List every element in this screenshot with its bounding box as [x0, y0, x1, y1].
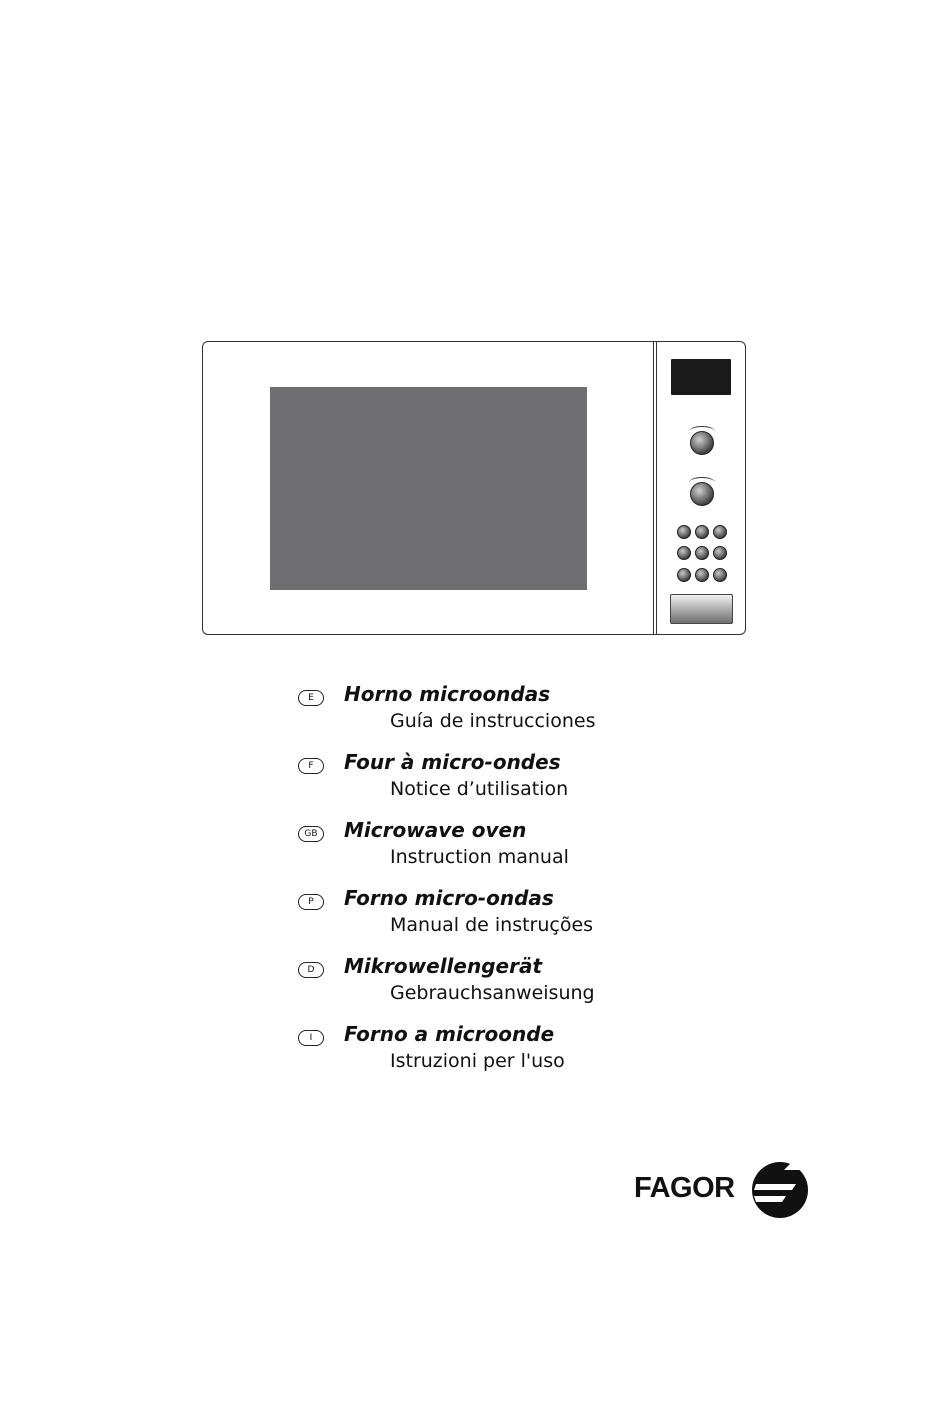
- oven-keypad-button: [677, 568, 691, 582]
- language-entry-i: [298, 1020, 698, 1088]
- language-code-badge: I: [298, 1030, 324, 1046]
- control-panel-divider: [653, 342, 657, 634]
- language-entry-f: [298, 748, 698, 816]
- language-entry-d: [298, 952, 698, 1020]
- oven-keypad-button: [695, 525, 709, 539]
- language-code-badge: E: [298, 690, 324, 706]
- language-subtitle: Gebrauchsanweisung: [390, 982, 595, 1004]
- language-entry-e: [298, 680, 698, 748]
- fagor-f-logo-icon: [750, 1160, 810, 1220]
- microwave-oven-illustration: [202, 341, 746, 635]
- language-title: Four à micro-ondes: [344, 750, 561, 774]
- brand-logo: [634, 1160, 814, 1220]
- oven-keypad-button: [695, 568, 709, 582]
- oven-start-button: [670, 594, 733, 624]
- bottom-dial-knob: [690, 482, 714, 506]
- oven-display: [671, 359, 731, 395]
- language-code-badge: F: [298, 758, 324, 774]
- oven-keypad-button: [713, 568, 727, 582]
- oven-keypad-button: [713, 525, 727, 539]
- language-title: Horno microondas: [344, 682, 551, 706]
- language-subtitle: Istruzioni per l'uso: [390, 1050, 565, 1072]
- language-title: Microwave oven: [344, 818, 527, 842]
- language-entry-p: [298, 884, 698, 952]
- language-subtitle: Manual de instruções: [390, 914, 594, 936]
- language-subtitle: Guía de instrucciones: [390, 710, 596, 732]
- language-code-badge: D: [298, 962, 324, 978]
- brand-name: FAGOR: [634, 1172, 735, 1204]
- oven-keypad-button: [695, 546, 709, 560]
- language-title: Mikrowellengerät: [344, 954, 543, 978]
- language-entry-gb: [298, 816, 698, 884]
- language-list: [298, 680, 698, 1088]
- language-code-badge: P: [298, 894, 324, 910]
- language-subtitle: Notice d’utilisation: [390, 778, 569, 800]
- oven-keypad-button: [713, 546, 727, 560]
- language-subtitle: Instruction manual: [390, 846, 569, 868]
- language-code-badge: GB: [298, 826, 324, 842]
- language-title: Forno a microonde: [344, 1022, 555, 1046]
- oven-door-window: [270, 387, 587, 590]
- oven-keypad-button: [677, 525, 691, 539]
- language-title: Forno micro-ondas: [344, 886, 554, 910]
- top-dial-knob: [690, 431, 714, 455]
- oven-keypad-button: [677, 546, 691, 560]
